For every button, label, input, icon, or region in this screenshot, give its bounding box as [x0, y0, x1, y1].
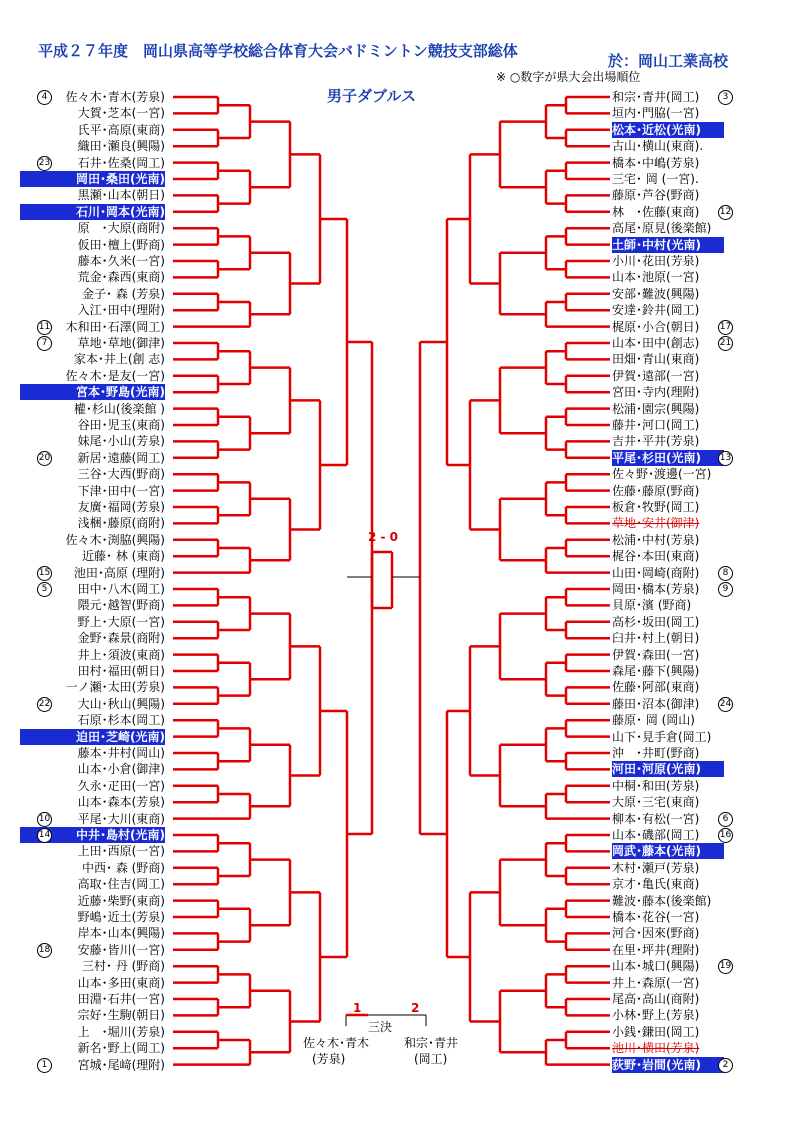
left-entry: 田村･福田(朝日) — [77, 664, 165, 678]
rank-badge: 15 — [37, 566, 52, 581]
third-place-left-score: 1 — [353, 1001, 362, 1015]
left-entry: 石川･岡本(光南) — [20, 204, 165, 220]
right-entry: 安達･鈴井(岡工) — [612, 303, 700, 318]
left-entry: 金子･ 森 (芳泉) — [82, 286, 165, 301]
right-entry: 沖 ･井町(野商) — [612, 746, 700, 760]
rank-badge: 13 — [718, 451, 733, 466]
rank-badge: 16 — [718, 828, 733, 843]
right-entry: 伊賀･遠部(一宮) — [612, 368, 700, 383]
right-entry: 木村･瀬戸(芳泉) — [612, 860, 700, 875]
left-entry: 宮本･野島(光南) — [20, 384, 165, 400]
note-label: ※ ○数字が県大会出場順位 — [496, 70, 641, 84]
page-title: 平成２７年度 岡山県高等学校総合体育大会バドミントン競技支部総体 — [38, 42, 518, 60]
right-entry: 藤原･芦谷(野商) — [612, 188, 700, 203]
right-entry: 岡武･藤本(光南) — [612, 843, 724, 859]
rank-badge: 3 — [718, 90, 733, 105]
right-entry: 山田･岡崎(商附) — [612, 565, 700, 580]
left-entry: 池田･高原 (理附) — [73, 565, 165, 580]
right-entry: 河田･河原(光南) — [612, 761, 724, 777]
third-place-label: 三決 — [368, 1020, 393, 1034]
right-entry: 難波･藤本(後楽館) — [612, 893, 712, 908]
left-entry: 山本･森本(芳泉) — [77, 795, 165, 810]
left-entry: 田淵･石井(一宮) — [77, 992, 165, 1006]
right-entry: 佐々野･渡邊(一宮) — [612, 467, 712, 482]
third-place-left-school: (芳泉) — [312, 1052, 346, 1066]
left-entry: 井上･須波(東商) — [77, 647, 165, 662]
left-entry: 家本･井上(創 志) — [73, 352, 165, 367]
left-entry: 權･杉山(後楽館 ) — [73, 401, 165, 416]
rank-badge: 11 — [37, 320, 52, 335]
right-entry: 吉井･平井(芳泉) — [612, 434, 700, 449]
rank-badge: 14 — [37, 828, 52, 843]
left-entry: 岡田･桑田(光南) — [20, 171, 165, 187]
right-entry: 橋本･花谷(一宮) — [612, 910, 700, 924]
right-entry: 岡田･橋本(芳泉) — [612, 582, 700, 596]
left-entry: 迫田･芝崎(光南) — [20, 729, 165, 745]
right-entry: 藤原･ 岡 (岡山) — [612, 713, 695, 728]
left-entry: 浅梱･藤原(商附) — [77, 516, 165, 531]
right-entry: 尾高･高山(商附) — [612, 992, 700, 1006]
third-place-right-school: (岡工) — [414, 1052, 448, 1066]
right-entry: 山本･池原(一宮) — [612, 270, 700, 285]
left-entry: 宗好･生駒(朝日) — [77, 1008, 165, 1023]
left-entry: 野嶋･近土(芳泉) — [77, 910, 165, 924]
right-entry: 池川･横田(芳泉) — [612, 1041, 700, 1056]
rank-badge: 19 — [718, 959, 733, 974]
left-entry: 三谷･大西(野商) — [77, 467, 165, 482]
right-entry: 大原･三宅(東商) — [612, 795, 700, 810]
rank-badge: 22 — [37, 697, 52, 712]
left-entry: 隈元･越智(野商) — [77, 598, 165, 613]
rank-badge: 17 — [718, 320, 733, 335]
left-entry: 近藤･ 林 (東商) — [82, 549, 165, 564]
third-place-right-score: 2 — [411, 1001, 420, 1015]
rank-badge: 9 — [718, 582, 733, 597]
left-entry: 新名･野上(岡工) — [77, 1041, 165, 1056]
left-entry: 木和田･石澤(岡工) — [65, 319, 165, 334]
right-entry: 平尾･杉田(光南) — [612, 450, 724, 466]
right-entry: 宮田･寺内(理附) — [612, 385, 700, 400]
left-entry: 谷田･児玉(東商) — [77, 418, 165, 432]
left-entry: 上田･西原(一宮) — [77, 844, 165, 859]
left-entry: 下津･田中(一宮) — [77, 483, 165, 498]
rank-badge: 8 — [718, 566, 733, 581]
rank-badge: 24 — [718, 697, 733, 712]
right-entry: 田畑･青山(東商) — [612, 352, 700, 367]
left-entry: 宮城･尾﨑(理附) — [77, 1057, 165, 1072]
rank-badge: 20 — [37, 451, 52, 466]
left-entry: 山本･多田(東商) — [77, 975, 165, 990]
left-entry: 久永･疋田(一宮) — [77, 778, 165, 793]
left-entry: 大山･秋山(興陽) — [77, 696, 165, 711]
left-entry: 原 ･大原(商附) — [77, 221, 165, 236]
left-entry: 石原･杉本(岡工) — [77, 713, 165, 728]
left-entry: 入江･田中(理附) — [77, 303, 165, 318]
right-entry: 高杉･坂田(岡工) — [612, 614, 700, 629]
left-entry: 黒瀬･山本(朝日) — [77, 188, 165, 203]
right-entry: 橋本･中嶋(芳泉) — [612, 155, 700, 170]
right-entry: 井上･森原(一宮) — [612, 975, 700, 990]
right-entry: 高尾･原見(後楽館) — [612, 221, 712, 236]
third-place-left-name: 佐々木･青木 — [303, 1036, 370, 1050]
left-entry: 高取･住吉(岡工) — [77, 877, 165, 892]
final-score: 2 - 0 — [368, 530, 399, 544]
left-entry: 佐々木･是友(一宮) — [65, 368, 165, 383]
venue-label: 於：岡山工業高校 — [608, 52, 729, 70]
left-entry: 藤本･久米(一宮) — [77, 254, 165, 268]
right-entry: 林 ･佐藤(東商) — [612, 204, 700, 219]
right-entry: 河合･因來(野商) — [612, 926, 700, 941]
left-entry: 近藤･柴野(東商) — [77, 893, 165, 908]
left-entry: 中西･ 森 (野商) — [82, 860, 165, 875]
rank-badge: 23 — [37, 156, 52, 171]
right-entry: 柳本･有松(一宮) — [612, 811, 700, 826]
right-entry: 小銭･鎌田(岡工) — [612, 1024, 700, 1039]
rank-badge: 18 — [37, 943, 52, 958]
left-entry: 仮田･檀上(野商) — [77, 237, 165, 252]
right-entry: 梶原･小合(朝日) — [612, 319, 700, 334]
left-entry: 一ノ瀬･太田(芳泉) — [65, 680, 165, 695]
right-entry: 山本･城口(興陽) — [612, 959, 700, 974]
left-entry: 荒金･森西(東商) — [77, 270, 165, 285]
right-entry: 板倉･牧野(岡工) — [612, 500, 700, 514]
right-entry: 小川･花田(芳泉) — [612, 254, 700, 268]
rank-badge: 4 — [37, 90, 52, 105]
right-entry: 草地･安井(御津) — [612, 516, 700, 531]
right-entry: 松浦･園宗(興陽) — [612, 401, 700, 416]
right-entry: 貝原･濱 (野商) — [612, 598, 692, 613]
rank-badge: 2 — [718, 1058, 733, 1073]
right-entry: 山下･見手倉(岡工) — [612, 729, 712, 744]
third-place-right-name: 和宗･青井 — [404, 1036, 459, 1050]
right-entry: 荻野･岩間(光南) — [612, 1057, 724, 1073]
right-entry: 垣内･門脇(一宮) — [612, 106, 700, 121]
right-entry: 佐藤･藤原(野商) — [612, 483, 700, 498]
rank-badge: 6 — [718, 812, 733, 827]
left-entry: 大賀･芝本(一宮) — [77, 106, 165, 121]
right-entry: 山本･磯部(岡工) — [612, 828, 700, 842]
left-entry: 佐々木･青木(芳泉) — [65, 90, 165, 104]
right-entry: 山本･田中(創志) — [612, 336, 700, 350]
left-entry: 野上･大原(一宮) — [77, 614, 165, 629]
right-entry: 佐藤･阿部(東商) — [612, 680, 700, 695]
left-entry: 岸本･山本(興陽) — [77, 926, 165, 941]
right-entry: 伊賀･森田(一宮) — [612, 647, 700, 662]
left-entry: 田中･八木(岡工) — [77, 582, 165, 596]
left-entry: 友廣･福岡(芳泉) — [77, 500, 165, 514]
right-entry: 和宗･青井(岡工) — [612, 90, 700, 104]
left-entry: 金野･森景(商附) — [77, 631, 165, 646]
right-entry: 臼井･村上(朝日) — [612, 631, 700, 646]
right-entry: 森尾･藤下(興陽) — [612, 664, 700, 678]
left-entry: 上 ･堀川(芳泉) — [77, 1024, 165, 1039]
rank-badge: 10 — [37, 812, 52, 827]
left-entry: 平尾･大川(東商) — [77, 811, 165, 826]
left-entry: 三村･ 丹 (野商) — [82, 959, 165, 974]
left-entry: 石井･佐桑(岡工) — [77, 155, 165, 170]
left-entry: 山本･小倉(御津) — [77, 762, 165, 777]
right-entry: 安部･難波(興陽) — [612, 286, 700, 301]
left-entry: 中井･島村(光南) — [20, 827, 165, 843]
left-entry: 藤本･井村(岡山) — [77, 746, 165, 760]
right-entry: 土師･中村(光南) — [612, 237, 724, 253]
right-entry: 藤井･河口(岡工) — [612, 418, 700, 432]
left-entry: 佐々木･渕脇(興陽) — [65, 532, 165, 547]
event-title: 男子ダブルス — [327, 87, 416, 105]
left-entry: 氏平･高原(東商) — [77, 122, 165, 137]
right-entry: 松本･近松(光南) — [612, 122, 724, 138]
right-entry: 藤田･沼本(御津) — [612, 696, 700, 711]
rank-badge: 12 — [718, 205, 733, 220]
right-entry: 在里･坪井(理附) — [612, 942, 700, 957]
rank-badge: 21 — [718, 336, 733, 351]
right-entry: 古山･横山(東商). — [612, 139, 704, 154]
left-entry: 新居･遠藤(岡工) — [77, 450, 165, 465]
left-entry: 草地･草地(御津) — [77, 336, 165, 350]
rank-badge: 1 — [37, 1058, 52, 1073]
left-entry: 織田･瀬良(興陽) — [77, 139, 165, 154]
rank-badge: 7 — [37, 336, 52, 351]
right-entry: 小林･野上(芳泉) — [612, 1008, 700, 1023]
left-entry: 安藤･皆川(一宮) — [77, 942, 165, 957]
rank-badge: 5 — [37, 582, 52, 597]
left-entry: 妹尾･小山(芳泉) — [77, 434, 165, 449]
right-entry: 梶谷･本田(東商) — [612, 549, 700, 564]
right-entry: 中桐･和田(芳泉) — [612, 778, 700, 793]
right-entry: 三宅･ 岡 (一宮). — [612, 172, 699, 186]
right-entry: 京才･亀氏(東商) — [612, 877, 700, 892]
right-entry: 松浦･中村(芳泉) — [612, 532, 700, 547]
